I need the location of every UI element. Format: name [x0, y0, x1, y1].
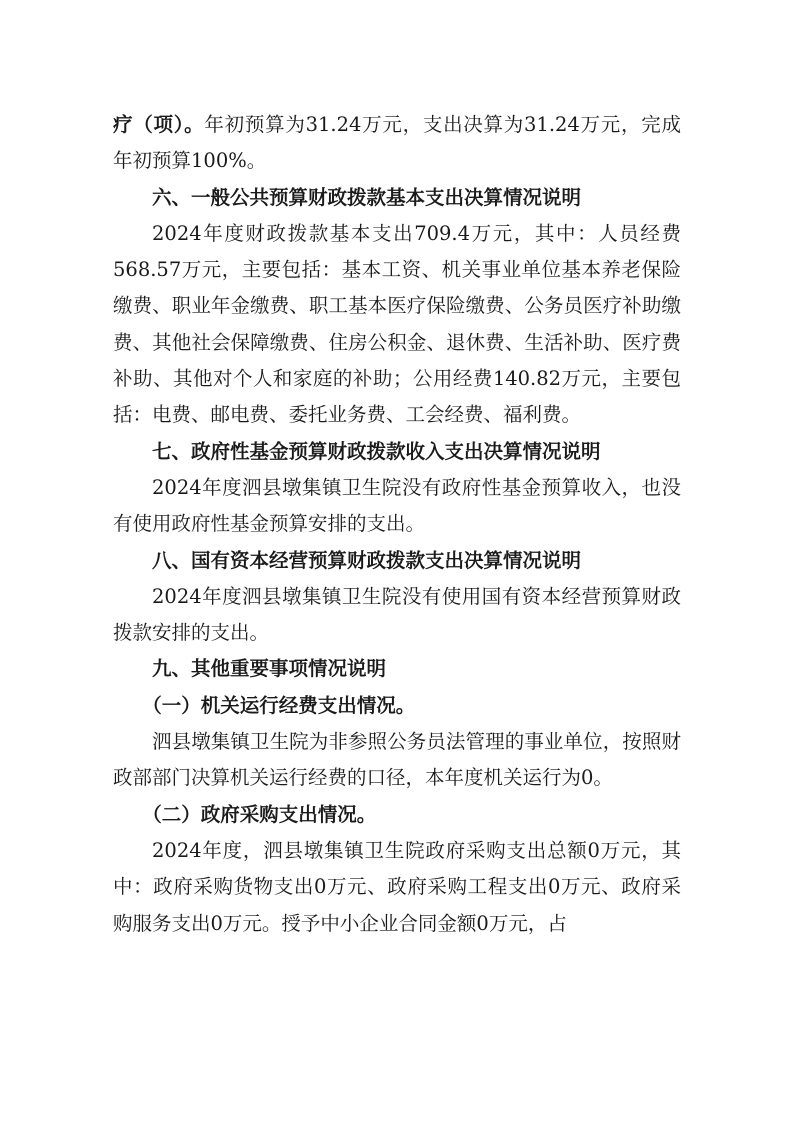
paragraph-procurement: 2024年度，泗县墩集镇卫生院政府采购支出总额0万元，其中：政府采购货物支出0万元、政府采购工程支出0万元、政府采购服务支出0万元。授予中小企业合同金额0万元，占: [113, 838, 681, 935]
paragraph-operating-expenses: 泗县墩集镇卫生院为非参照公务员法管理的事业单位，按照财政部部门决算机关运行经费的口径，本年度机关运行为0。: [113, 730, 681, 790]
paragraph-state-capital: 2024年度泗县墩集镇卫生院没有使用国有资本经营预算财政拨款安排的支出。: [113, 584, 681, 645]
paragraph-government-fund: 2024年度泗县墩集镇卫生院没有政府性基金预算收入，也没有使用政府性基金预算安排的支出。: [113, 475, 681, 536]
section-heading-6: 六、一般公共预算财政拨款基本支出决算情况说明: [152, 185, 582, 209]
paragraph-basic-expenditure: 2024年度财政拨款基本支出709.4万元，其中：人员经费568.57万元，主要包括：基本工资、机关事业单位基本养老保险缴费、职业年金缴费、职工基本医疗保险缴费、公务员医疗补助缴费、其他社会保障缴费、住房公积金、退休费、生活补助、医疗费补助、其他对个人和家庭的补助；公用经费140.82万元，主要包括：电费、邮电费、委托业务费、工会经费、福利费。: [113, 221, 681, 427]
paragraph-continuation: [113, 107, 681, 180]
subsection-heading-2: （二）政府采购支出情况。: [142, 802, 377, 826]
document-page: [113, 107, 681, 942]
section-heading-7: 七、政府性基金预算财政拨款收入支出决算情况说明: [152, 439, 601, 463]
item-label: 疗（项）。: [113, 113, 205, 136]
paragraph-text: 年初预算为31.24万元，支出决算为31.24万元，完成年初预算100%。: [113, 113, 681, 173]
section-heading-9: 九、其他重要事项情况说明: [152, 657, 387, 681]
subsection-heading-1: （一）机关运行经费支出情况。: [142, 693, 416, 717]
section-heading-8: 八、国有资本经营预算财政拨款支出决算情况说明: [152, 548, 582, 572]
